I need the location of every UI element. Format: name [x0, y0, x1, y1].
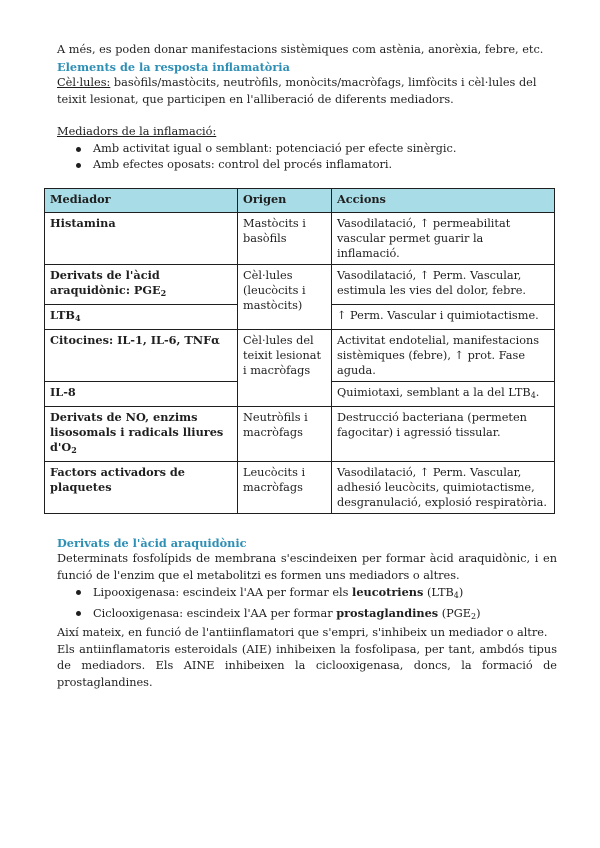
mediators-list [57, 141, 557, 174]
header-mediador: Mediador [45, 188, 238, 212]
table-row [45, 212, 555, 264]
section-heading-elements: Elements de la resposta inflamatòria [57, 59, 290, 74]
table-row [45, 406, 555, 461]
cell-mediator: Factors activadors de plaquetes [45, 461, 238, 513]
aie-aine-paragraph: Els antiinflamatoris esteroidals (AIE) inhibeixen la fosfolipasa, per tant, ambdós tipus de mediadors. Els AINE inhibeixen la ciclooxigenasa, doncs, la formació de prostaglandines. [57, 642, 557, 689]
mediators-label: Mediadors de la inflamació: [57, 125, 217, 138]
cell-origin: Cèl·lules (leucòcits i mastòcits) [238, 264, 332, 329]
cell-mediator: IL-8 [45, 381, 238, 406]
list-item: Ciclooxigenasa: escindeix l'AA per formar prostaglandines $(PGE_2)$ [93, 605, 557, 626]
cells-label: Cèl·lules: [57, 76, 111, 89]
cell-mediator: Derivats de l'àcid araquidònic: $PGE_2$ [45, 264, 238, 304]
table-row [45, 461, 555, 513]
enzymes-list [57, 584, 557, 625]
antiinflammatory-paragraph: Així mateix, en funció de l'antiinflamatori que s'empri, s'inhibeix un mediador o altre. [57, 626, 548, 639]
cells-paragraph [57, 75, 557, 108]
cell-actions: Quimiotaxi, semblant a la del $LTB_4$. [332, 381, 555, 406]
cell-actions: Vasodilatació, ↑ Perm. Vascular, estimula les vies del dolor, febre. [332, 264, 555, 304]
table-header-row [45, 188, 555, 212]
araquidonic-paragraph: Determinats fosfolípids de membrana s'escindeixen per formar àcid araquidònic, i en funció de l'enzim que el metabolitzi es formen uns mediadors o altres. [57, 552, 557, 582]
cell-mediator: Citocines: IL-1, IL-6, TNFα [45, 329, 238, 381]
intro-paragraph: A més, es poden donar manifestacions sistèmiques com astènia, anorèxia, febre, etc. [57, 43, 544, 56]
list-item: Amb efectes oposats: control del procés inflamatori. [93, 157, 557, 174]
cell-origin: Mastòcits i basòfils [238, 212, 332, 264]
cell-actions: ↑ Perm. Vascular i quimiotactisme. [332, 304, 555, 329]
table-row [45, 264, 555, 304]
cell-origin: Neutròfils i macròfags [238, 406, 332, 461]
cell-actions: Vasodilatació, ↑ permeabilitat vascular permet guarir la inflamació. [332, 212, 555, 264]
list-item: Lipooxigenasa: escindeix l'AA per formar els leucotriens $(LTB_4)$ [93, 584, 557, 605]
mediators-table [44, 188, 555, 514]
cell-actions: Destrucció bacteriana (permeten fagocitar) i agressió tissular. [332, 406, 555, 461]
cell-origin: Leucòcits i macròfags [238, 461, 332, 513]
section-heading-araquidonic: Derivats de l'àcid araquidònic [57, 535, 247, 550]
cell-mediator: Histamina [45, 212, 238, 264]
cell-mediator: Derivats de NO, enzims lisosomals i radicals lliures $d'O_2$ [45, 406, 238, 461]
header-accions: Accions [332, 188, 555, 212]
list-item: Amb activitat igual o semblant: potenciació per efecte sinèrgic. [93, 141, 557, 158]
cell-origin: Cèl·lules del teixit lesionat i macròfags [238, 329, 332, 406]
cell-actions: Activitat endotelial, manifestacions sistèmiques (febre), ↑ prot. Fase aguda. [332, 329, 555, 381]
document-page [50, 42, 557, 691]
cell-actions: Vasodilatació, ↑ Perm. Vascular, adhesió leucòcits, quimiotactisme, desgranulació, explosió respiratòria. [332, 461, 555, 513]
header-origen: Origen [238, 188, 332, 212]
cell-mediator: $LTB_4$ [45, 304, 238, 329]
table-row [45, 329, 555, 381]
cells-text: basòfils/mastòcits, neutròfils, monòcits/macròfags, limfòcits i cèl·lules del teixit lesionat, que participen en l'alliberació de diferents mediadors. [57, 76, 537, 106]
